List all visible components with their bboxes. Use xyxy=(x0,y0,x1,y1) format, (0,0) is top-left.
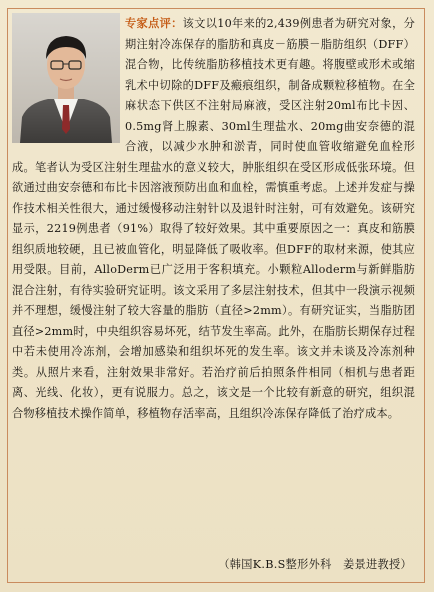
expert-comment-label: 专家点评： xyxy=(125,16,183,30)
article-body: 该文以10年来的2,439例患者为研究对象，分期注射冷冻保存的脂肪和真皮－筋膜－脂肪组织（DFF）混合物，比传统脂肪移植技术更有趣。将腹壁或形术或缩乳术中切除的DFF及瘢痕组织，制备成颗粒移植物。在全麻状态下供区不注射局麻液，受区注射20ml布比卡因、0.5mg肾上腺素、30ml生理盐水、20mg曲安奈德的混合液，以减少水肿和淤青，同时使血管收缩避免血栓形成。笔者认为受区注射生理盐水的意义较大，肿胀组织在受区形成低张环境。但欲通过曲安奈德和布比卡因溶液预防出血和血栓，需慎重考虑。上述并发症与操作技术相关性很大，通过缓慢移动注射针以及退针时注射，可有效避免。该研究显示，2219例患者（91%）取得了较好效果。其中重要原因之一：真皮和筋膜组织质地较硬，且已被血管化，明显降低了吸收率。但DFF的取材来源，使其应用受限。目前，AlloDerm已广泛用于客积填充。小颗粒Alloderm与新鲜脂肪混合注射，有待实验研究证明。该文采用了多层注射技术，但其中一段演示视频并不理想，缓慢注射了较大容量的脂肪（直径>2mm）。有研究证实，当脂肪团直径>2mm时，中央组织容易坏死，结节发生率高。此外，在脂肪长期保存过程中若未使用冷冻剂，会增加感染和组织坏死的发生率。该文并未谈及冷冻剂种类。从照片来看，注射效果非常好。若治疗前后拍照条件相同（相机与患者距离、光线、化妆），更有说服力。总之，该文是一个比较有新意的研究，组织混合物移植技术操作简单，移植物存活率高，且组织冷冻保存降低了治疗成本。 xyxy=(12,17,415,420)
photo-spacer xyxy=(12,13,125,143)
author-signature: （韩国K.B.S整形外科 姜景进教授） xyxy=(218,558,412,571)
article-text xyxy=(12,13,415,424)
